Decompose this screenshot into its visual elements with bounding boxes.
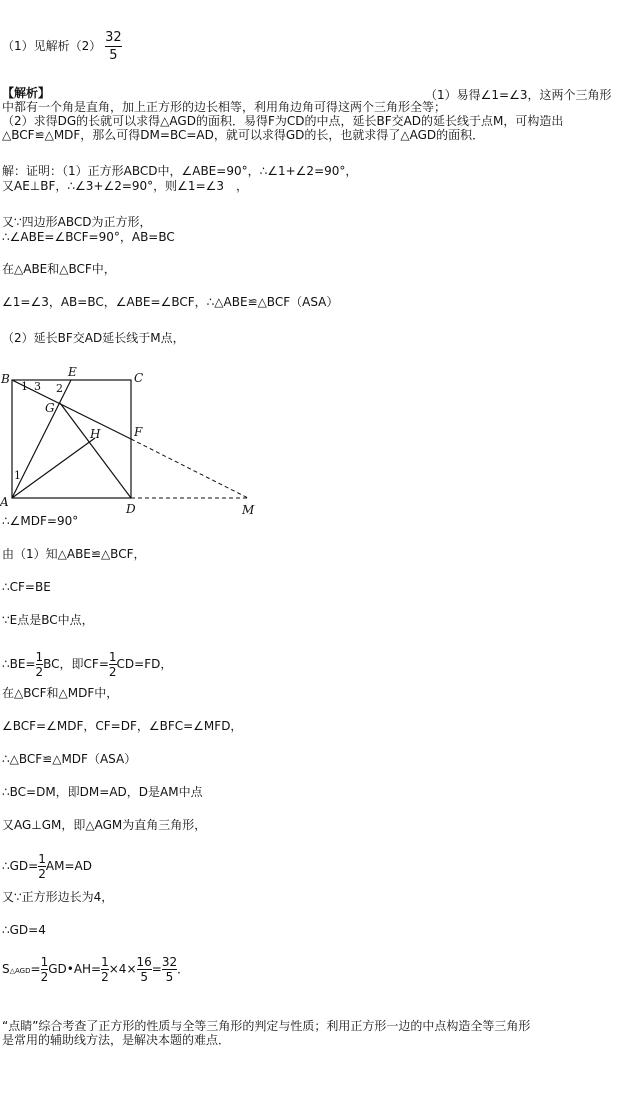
- angle-label-2: 2: [56, 382, 63, 395]
- solution-line-1: 解：证明：（1）正方形ABCD中，∠ABE=90°，∴∠1+∠2=90°，: [2, 164, 358, 178]
- solution-line-7: （2）延长BF交AD延长线于M点，: [2, 331, 185, 345]
- fraction-32-5: $\frac{32}{5}$: [161, 955, 178, 984]
- fraction-half: $\frac{1}{2}$: [108, 650, 117, 679]
- solution-line-15: ∴△BCF≌△MDF（ASA）: [2, 752, 137, 766]
- solution-line-12: ∴BE= $\frac{1}{2}$ BC，即CF= $\frac{1}{2}$ CD=FD，: [2, 650, 173, 679]
- label-b: B: [1, 372, 10, 386]
- solution-line-14: ∠BCF=∠MDF，CF=DF，∠BFC=∠MFD，: [2, 719, 243, 733]
- solution-line-5: 在△ABE和△BCF中，: [2, 262, 116, 276]
- label-e: E: [68, 365, 77, 379]
- solution-line-19: 又∵正方形边长为4，: [2, 890, 114, 904]
- angle-label-1-bottom: 1: [14, 469, 21, 482]
- square-abcd: [12, 380, 131, 498]
- fraction-half: $\frac{1}{2}$: [40, 955, 49, 984]
- solution-line-8: ∴∠MDF=90°: [2, 514, 79, 528]
- answer-text: （1）见解析（2）: [2, 39, 102, 53]
- solution-line-11: ∵E点是BC中点，: [2, 613, 94, 627]
- fraction-half: $\frac{1}{2}$: [101, 955, 109, 984]
- analysis-line-3: （2）求得DG的长就可以求得△AGD的面积．易得F为CD的中点，延长BF交AD的延长线于点M，可构造出: [2, 114, 564, 128]
- label-c: C: [134, 371, 144, 385]
- solution-line-10: ∴CF=BE: [2, 580, 51, 594]
- geometry-figure: [0, 365, 270, 520]
- solution-line-3: 又∵四边形ABCD为正方形，: [2, 215, 152, 229]
- solution-line-16: ∴BC=DM，即DM=AD，D是AM中点: [2, 785, 203, 799]
- solution-line-2: 又AE⊥BF，∴∠3+∠2=90°，则∠1=∠3 ，: [2, 179, 249, 193]
- segment-ah: [12, 438, 95, 498]
- angle-label-3: 3: [34, 380, 41, 393]
- fraction-half: $\frac{1}{2}$: [35, 650, 44, 679]
- label-d: D: [126, 502, 136, 516]
- label-m: M: [242, 503, 255, 517]
- solution-line-18: ∴GD= $\frac{1}{2}$ AM=AD: [2, 852, 92, 881]
- analysis-line-4: △BCF≌△MDF，那么可得DM=BC=AD，就可以求得GD的长，也就求得了△AGD的面积．: [2, 128, 485, 142]
- solution-line-20: ∴GD=4: [2, 923, 46, 937]
- solution-line-17: 又AG⊥GM，即△AGM为直角三角形，: [2, 818, 207, 832]
- fraction-half: $\frac{1}{2}$: [38, 852, 46, 881]
- answer-line: [2, 30, 122, 63]
- segment-gd: [60, 403, 131, 498]
- solution-line-6: ∠1=∠3，AB=BC，∠ABE=∠BCF，∴△ABE≌△BCF（ASA）: [2, 295, 339, 309]
- segment-bf: [12, 380, 131, 439]
- answer-fraction: $\frac{32}{5}$: [105, 30, 122, 63]
- solution-line-9: 由（1）知△ABE≌△BCF，: [2, 547, 146, 561]
- fraction-16-5: $\frac{16}{5}$: [136, 955, 152, 984]
- solution-line-4: ∴∠ABE=∠BCF=90°，AB=BC: [2, 230, 175, 244]
- analysis-right-text: （1）易得∠1=∠3，这两个三角形: [425, 88, 612, 102]
- label-g: G: [45, 401, 55, 415]
- label-h: H: [90, 427, 101, 441]
- label-a: A: [0, 495, 9, 509]
- label-f: F: [134, 425, 143, 439]
- solution-line-21: S△AGD= $\frac{1}{2}$ GD•AH= $\frac{1}{2}$ ×4× $\frac{16}{5}$ = $\frac{32}{5}$ ．: [2, 955, 190, 984]
- comment-line-2: 是常用的辅助线方法，是解决本题的难点．: [2, 1033, 231, 1047]
- solution-line-13: 在△BCF和△MDF中，: [2, 686, 119, 700]
- comment-line-1: “点睛”综合考查了正方形的性质与全等三角形的判定与性质；利用正方形一边的中点构造全等三角形: [2, 1019, 531, 1033]
- dashed-fm: [131, 439, 248, 498]
- angle-label-1-top: 1: [21, 380, 28, 393]
- analysis-line-2: 中都有一个角是直角，加上正方形的边长相等，利用角边角可得这两个三角形全等；: [2, 100, 447, 114]
- analysis-tag: 【解析】: [2, 86, 51, 100]
